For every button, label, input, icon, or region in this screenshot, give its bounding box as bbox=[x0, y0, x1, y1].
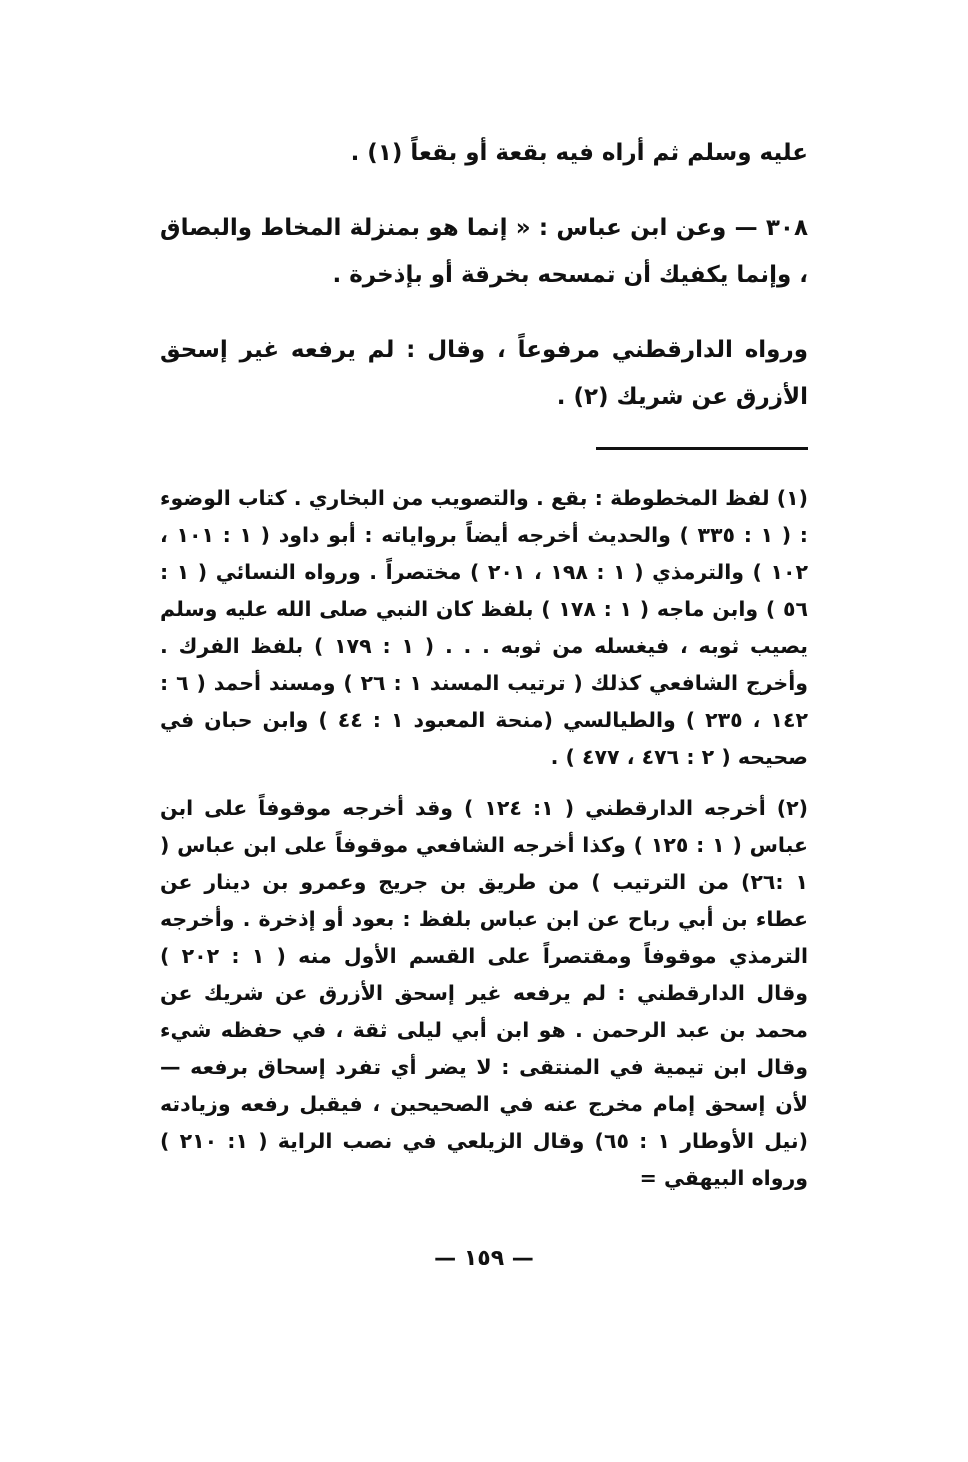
hadith-308: ٣٠٨ — وعن ابن عباس : « إنما هو بمنزلة المخاط والبصاق ، وإنما يكفيك أن تمسحه بخرقة أو بإذخرة . bbox=[160, 215, 808, 288]
footnote-2: (٢) أخرجه الدارقطني ( ١: ١٢٤ ) وقد أخرجه موقوفاً على ابن عباس ( ١ : ١٢٥ ) وكذا أخرجه الشافعي موقوفاً على ابن عباس ( ١ :٢٦) من الترتيب ) من طريق بن جريج وعمرو بن دينار عن عطاء بن أبي رباح عن ابن عباس بلفظ : بعود أو إذخرة . وأخرجه الترمذي موقوفاً ومقتصراً على القسم الأول منه ( ١ : ٢٠٢ ) وقال الدارقطني : لم يرفعه غير إسحق الأزرق عن شريك عن محمد بن عبد الرحمن . هو ابن أبي ليلى ثقة ، في حفظه شيء وقال ابن تيمية في المنتقى : لا يضر أي تفرد إسحاق برفعه — لأن إسحق إمام مخرج عنه في الصحيحين ، فيقبل رفعه وزيادته (نيل الأوطار ١ : ٦٥) وقال الزيلعي في نصب الراية ( ١: ٢١٠ ) ورواه البيهقي = bbox=[160, 796, 809, 1190]
main-text bbox=[160, 130, 808, 421]
page-body bbox=[160, 130, 808, 1197]
paragraph-continuation: عليه وسلم ثم أراه فيه بقعة أو بقعاً (١) . bbox=[350, 140, 808, 166]
footnote-1: (١) لفظ المخطوطة : بقع . والتصويب من البخاري . كتاب الوضوء : ( ١ : ٣٣٥ ) والحديث أخرجه أيضاً برواياته : أبو داود ( ١ : ١٠١ ، ١٠٢ ) والترمذي ( ١ : ١٩٨ ، ٢٠١ ) مختصراً . ورواه النسائي ( ١ : ٥٦ ) وابن ماجه ( ١ : ١٧٨ ) بلفظ كان النبي صلى الله عليه وسلم يصيب ثوبه ، فيغسله من ثوبه . . . ( ١ : ١٧٩ ) بلفظ الفرك . وأخرج الشافعي كذلك ( ترتيب المسند ١ : ٢٦ ) ومسند أحمد ( ٦ : ١٤٢ ، ٢٣٥ ) والطيالسي (منحة المعبود ١ : ٤٤ ) وابن حبان في صحيحه ( ٢ : ٤٧٦ ، ٤٧٧ ) . bbox=[160, 486, 809, 769]
footnote-separator bbox=[596, 447, 808, 450]
page-number: — ١٥٩ — bbox=[434, 1246, 534, 1271]
footnotes bbox=[160, 480, 808, 1197]
paragraph-narration: ورواه الدارقطني مرفوعاً ، وقال : لم يرفعه غير إسحق الأزرق عن شريك (٢) . bbox=[160, 337, 808, 410]
